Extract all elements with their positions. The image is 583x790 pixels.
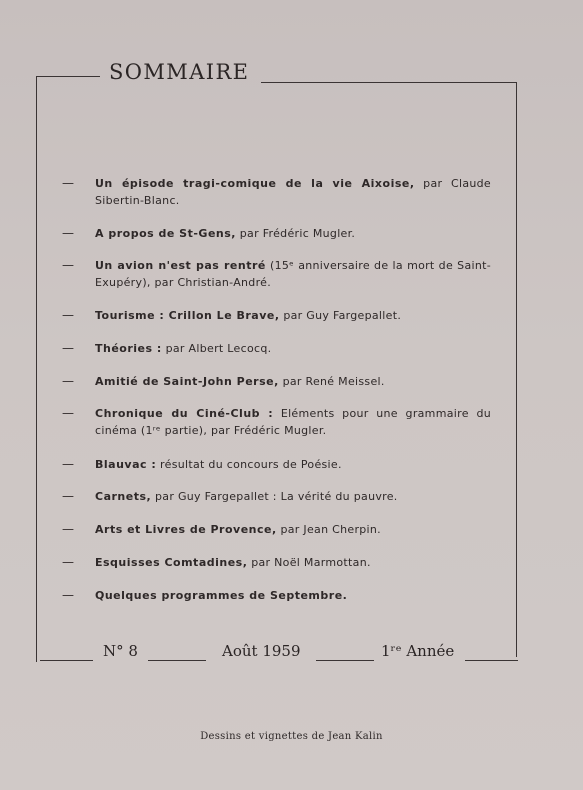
illustration-credits: Dessins et vignettes de Jean Kalin [200, 731, 383, 742]
entry-title: Quelques programmes de Septembre. [95, 589, 348, 602]
entry-title: Blauvac : [95, 458, 157, 471]
entry-text [95, 373, 491, 390]
entry-dash: — [62, 588, 74, 602]
entry-title: Théories : [95, 342, 162, 355]
entry-title: Arts et Livres de Provence, [95, 523, 277, 536]
entry-dash: — [62, 406, 74, 420]
footer-rule [148, 660, 206, 661]
entry-text [95, 488, 491, 505]
entry-author: par Jean Cherpin. [276, 523, 381, 536]
entry-title: Un épisode tragi-comique de la vie Aixoise, [95, 177, 415, 190]
entry-title: Tourisme : Crillon Le Brave, [95, 309, 280, 322]
issue-number: N° 8 [103, 642, 138, 660]
footer-rule [465, 660, 518, 661]
entry-dash: — [62, 308, 74, 322]
entry-title: A propos de St-Gens, [95, 227, 236, 240]
entry-title: Amitié de Saint-John Perse, [95, 375, 279, 388]
entry-text [95, 554, 491, 571]
entry-author: par Claude Sibertin-Blanc. [95, 177, 491, 207]
entry-text [95, 307, 491, 324]
entry-dash: — [62, 489, 74, 503]
entry-text [95, 587, 491, 604]
entry-author: par Albert Lecocq. [161, 342, 272, 355]
entry-text [95, 257, 491, 291]
entry-author: par Frédéric Mugler. [235, 227, 356, 240]
footer-rule [40, 660, 93, 661]
entry-title: Carnets, [95, 490, 152, 503]
entry-author: (15ᵉ anniversaire de la mort de Saint-Exupéry), par Christian-André. [95, 259, 491, 289]
entry-author: par René Meissel. [278, 375, 385, 388]
entry-author: résultat du concours de Poésie. [156, 458, 342, 471]
entry-author: par Guy Fargepallet : La vérité du pauvre. [151, 490, 398, 503]
entry-text [95, 340, 491, 357]
page-title: SOMMAIRE [109, 60, 250, 84]
entry-text [95, 175, 491, 209]
entry-text [95, 521, 491, 538]
entry-text [95, 225, 491, 242]
frame-top-left-rule [36, 76, 100, 77]
entry-dash: — [62, 555, 74, 569]
entry-dash: — [62, 341, 74, 355]
frame-top-right-rule [261, 82, 517, 83]
entry-author: par Noël Marmottan. [247, 556, 371, 569]
entry-author: par Guy Fargepallet. [279, 309, 402, 322]
entry-text [95, 405, 491, 439]
entry-dash: — [62, 176, 74, 190]
entry-dash: — [62, 258, 74, 272]
frame-right-rule [516, 82, 517, 657]
issue-year: 1ʳᵉ Année [381, 642, 455, 660]
entry-dash: — [62, 457, 74, 471]
entry-dash: — [62, 374, 74, 388]
entry-author: Eléments pour une grammaire du cinéma (1ʳᵉ partie), par Frédéric Mugler. [95, 407, 491, 437]
entry-title: Chronique du Ciné-Club : [95, 407, 274, 420]
frame-left-rule [36, 76, 37, 662]
footer-rule [316, 660, 374, 661]
entry-text [95, 456, 491, 473]
issue-footer [40, 642, 518, 666]
entry-dash: — [62, 522, 74, 536]
issue-date: Août 1959 [222, 642, 301, 660]
entry-title: Esquisses Comtadines, [95, 556, 248, 569]
entry-dash: — [62, 226, 74, 240]
entry-title: Un avion n'est pas rentré [95, 259, 266, 272]
